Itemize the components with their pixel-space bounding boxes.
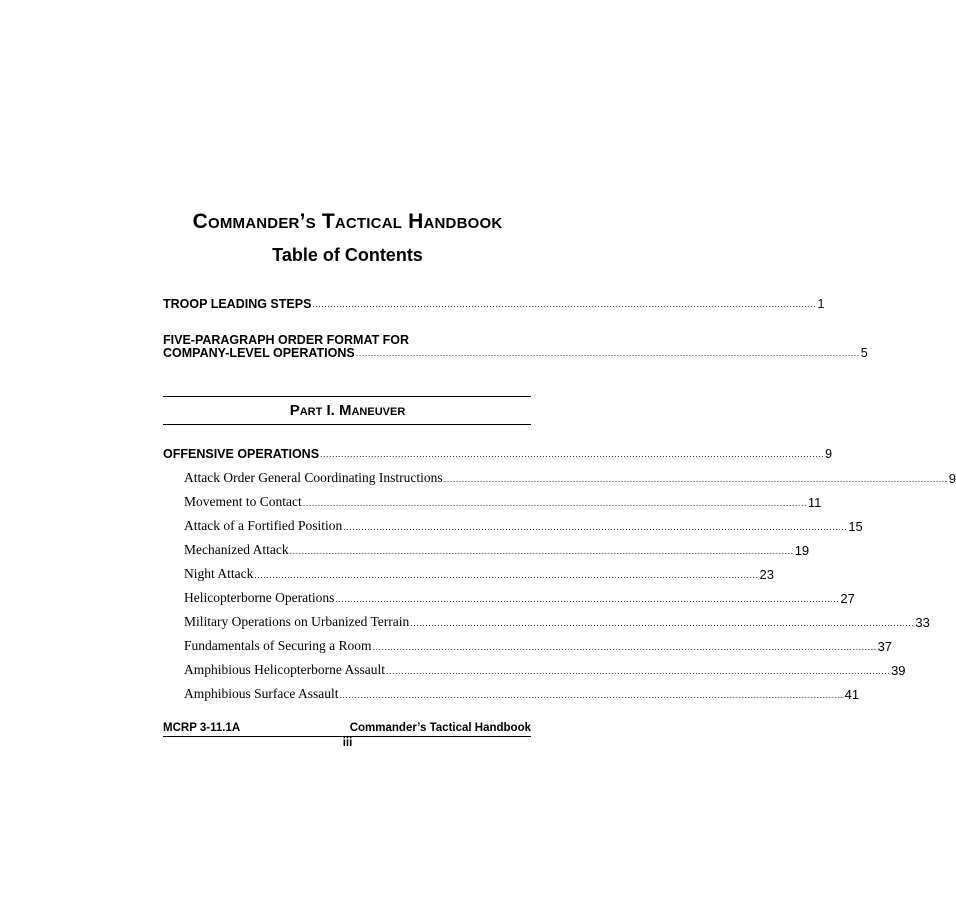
toc-entry-label: Helicopterborne Operations	[184, 590, 335, 605]
toc-leader-dots: ........................................................................................................................................................................	[335, 594, 840, 604]
toc-entry-mechanized-attack[interactable]	[184, 542, 810, 558]
toc-leader-dots: ........................................................................................................................................................................	[320, 449, 825, 459]
toc-entry-mout[interactable]	[184, 614, 930, 630]
toc-entry-attack-order[interactable]	[184, 470, 956, 486]
toc-leader-dots: ........................................................................................................................................................................	[289, 546, 794, 556]
toc-page-number: 9	[825, 447, 833, 461]
toc-entry-label: Amphibious Surface Assault	[184, 686, 339, 701]
toc-entry-troop-leading-steps[interactable]	[163, 297, 825, 311]
toc-page-number: 33	[915, 615, 930, 630]
toc-page-number: 11	[807, 495, 822, 510]
toc-page-number: 1	[817, 297, 825, 311]
toc-leader-dots: ........................................................................................................................................................................	[355, 348, 860, 358]
footer-publication-number: MCRP 3-11.1A	[163, 722, 241, 734]
footer-page-number: iii	[342, 737, 353, 749]
part-bottom-rule	[163, 424, 531, 425]
toc-entry-label: Mechanized Attack	[184, 542, 289, 557]
toc-entry-amphibious-surface[interactable]	[184, 686, 860, 702]
toc-entry-securing-a-room[interactable]	[184, 638, 893, 654]
toc-entry-five-paragraph-order[interactable]	[163, 346, 868, 360]
toc-leader-dots: ........................................................................................................................................................................	[343, 522, 848, 532]
footer-document-title: Commander’s Tactical Handbook	[349, 722, 531, 734]
document-title: Commander’s Tactical Handbook	[192, 210, 503, 233]
toc-page-number: 15	[848, 519, 863, 534]
toc-page-number: 9	[948, 471, 956, 486]
toc-entry-fortified-position[interactable]	[184, 518, 863, 534]
toc-leader-dots: ........................................................................................................................................................................	[443, 474, 948, 484]
toc-leader-dots: ........................................................................................................................................................................	[372, 642, 877, 652]
toc-page-number: 19	[794, 543, 810, 558]
toc-leader-dots: ........................................................................................................................................................................	[312, 299, 817, 309]
toc-entry-label: Attack of a Fortified Position	[184, 518, 343, 533]
toc-leader-dots: ........................................................................................................................................................................	[385, 666, 891, 676]
toc-entry-label: COMPANY-LEVEL OPERATIONS	[163, 346, 355, 360]
toc-entry-label: TROOP LEADING STEPS	[163, 297, 312, 311]
toc-entry-amphibious-helicopterborne[interactable]	[184, 662, 906, 678]
toc-leader-dots: ........................................................................................................................................................................	[410, 618, 915, 628]
toc-leader-dots: ........................................................................................................................................................................	[302, 498, 807, 508]
toc-page-number: 37	[877, 639, 893, 654]
part-heading: Part I. Maneuver	[289, 402, 406, 419]
toc-entry-night-attack[interactable]	[184, 566, 774, 582]
toc-entry-label: OFFENSIVE OPERATIONS	[163, 447, 320, 461]
toc-entry-label: Attack Order General Coordinating Instructions	[184, 470, 443, 485]
part-top-rule	[163, 396, 531, 397]
toc-page-number: 41	[844, 687, 860, 702]
toc-entry-label: Military Operations on Urbanized Terrain	[184, 614, 410, 629]
toc-entry-label: Movement to Contact	[184, 494, 302, 509]
toc-entry-movement-to-contact[interactable]	[184, 494, 822, 510]
toc-entry-offensive-operations[interactable]	[163, 447, 833, 461]
toc-entry-helicopterborne-operations[interactable]	[184, 590, 855, 606]
toc-heading: Table of Contents	[272, 245, 423, 265]
toc-leader-dots: ........................................................................................................................................................................	[339, 690, 844, 700]
toc-entry-label-line1: FIVE-PARAGRAPH ORDER FORMAT FOR	[163, 333, 410, 347]
toc-entry-label: Amphibious Helicopterborne Assault	[184, 662, 385, 677]
toc-page-number: 23	[759, 567, 774, 582]
toc-page-number: 39	[891, 663, 906, 678]
toc-entry-label: Fundamentals of Securing a Room	[184, 638, 372, 653]
toc-page-number: 27	[840, 591, 855, 606]
toc-leader-dots: ........................................................................................................................................................................	[254, 570, 759, 580]
toc-entry-label: Night Attack	[184, 566, 254, 581]
toc-page-number: 5	[860, 346, 868, 360]
